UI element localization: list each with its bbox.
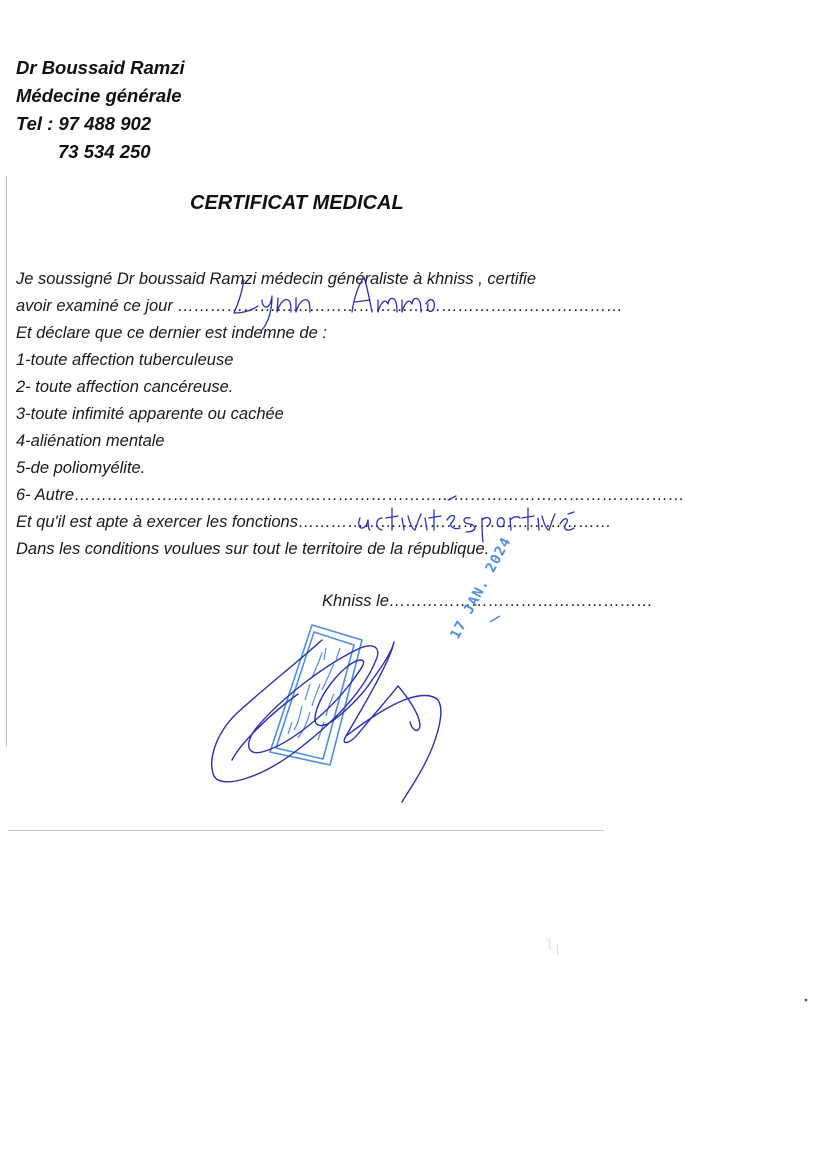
certificate-title: CERTIFICAT MEDICAL (190, 192, 404, 214)
place-date-line: Khniss le………………………………………… (322, 592, 653, 610)
body-line-fit: Et qu'il est apte à exercer les fonctions………………………………………………… (16, 513, 612, 531)
body-line-item-3: 3-toute infimité apparente ou cachée (16, 405, 284, 423)
body-line-item-1: 1-toute affection tuberculeuse (16, 351, 234, 369)
body-line-item-6: 6- Autre………………………………………………………………………………………………… (16, 486, 685, 504)
date-stamp-text: 17 JAN. 2024 (447, 534, 515, 642)
body-line-certify: Je soussigné Dr boussaid Ramzi médecin généraliste à khniss , certifie (16, 270, 536, 288)
doctor-name: Dr Boussaid Ramzi (16, 57, 185, 78)
body-line-item-2: 2- toute affection cancéreuse. (16, 378, 234, 396)
body-line-item-5: 5-de poliomyélite. (16, 459, 146, 477)
body-line-conditions: Dans les conditions voulues sur tout le territoire de la république. (16, 540, 490, 558)
doctor-phone-2: 73 534 250 (58, 141, 151, 162)
body-line-examined: avoir examiné ce jour ……………………………………………………………………… (16, 297, 623, 315)
body-line-item-4: 4-aliénation mentale (16, 432, 165, 450)
doctor-phone: Tel : 97 488 902 (16, 113, 152, 134)
doctor-specialty: Médecine générale (16, 85, 182, 106)
body-line-declare: Et déclare que ce dernier est indemne de : (16, 324, 327, 342)
